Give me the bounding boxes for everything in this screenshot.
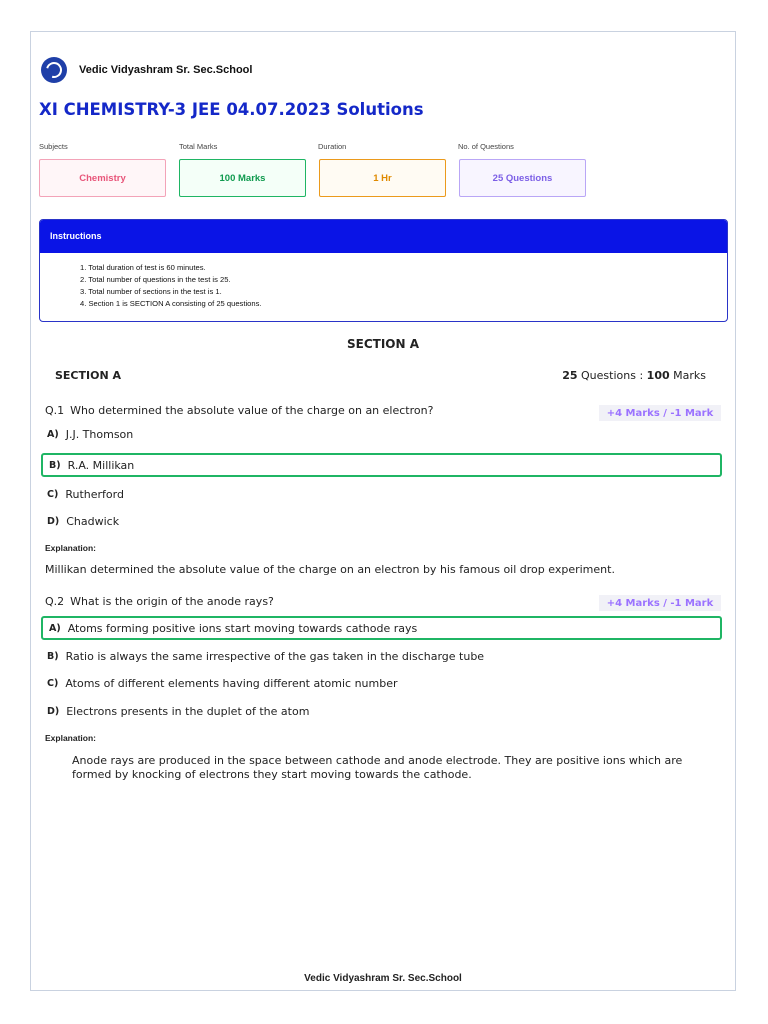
explanation-label: Explanation: (45, 543, 97, 553)
total-marks-box: 100 Marks (179, 159, 306, 197)
instructions-list (80, 262, 727, 310)
marks-badge: +4 Marks / -1 Mark (599, 405, 721, 421)
option-text: Ratio is always the same irrespective of the gas taken in the discharge tube (65, 650, 485, 663)
explanation-text: Millikan determined the absolute value of the charge on an electron by his famous oil drop experiment. (45, 563, 615, 576)
instruction-item: 3. Total number of sections in the test is 1. (80, 287, 222, 296)
option-d (47, 705, 309, 718)
instruction-item: 4. Section 1 is SECTION A consisting of 25 questions. (80, 299, 262, 308)
option-a (47, 428, 133, 441)
option-text: Atoms of different elements having different atomic number (65, 677, 398, 690)
explanation-line: formed by knocking of electrons they start moving towards the cathode. (72, 768, 472, 781)
duration-label: Duration (318, 142, 347, 151)
subjects-label: Subjects (39, 142, 68, 151)
question-2 (45, 595, 274, 608)
instructions-heading: Instructions (40, 220, 727, 253)
explanation-line: Anode rays are produced in the space between cathode and anode electrode. They are positive ions which are (72, 754, 683, 767)
duration-box: 1 Hr (319, 159, 446, 197)
section-questions-text: Questions : (577, 369, 647, 382)
explanation-text (72, 754, 682, 782)
section-marks-text: Marks (669, 369, 706, 382)
section-summary (562, 369, 706, 382)
document-page (30, 31, 736, 991)
page-title: XI CHEMISTRY-3 JEE 04.07.2023 Solutions (39, 100, 424, 119)
option-letter: C) (47, 678, 59, 689)
option-c (47, 677, 398, 690)
question-text: Who determined the absolute value of the charge on an electron? (70, 404, 434, 417)
section-question-count: 25 (562, 369, 578, 382)
section-marks-count: 100 (646, 369, 670, 382)
instruction-item: 2. Total number of questions in the test is 25. (80, 275, 231, 284)
option-text: Chadwick (66, 515, 120, 528)
option-text: Atoms forming positive ions start moving towards cathode rays (67, 621, 418, 635)
option-text: J.J. Thomson (65, 428, 134, 441)
question-text: What is the origin of the anode rays? (70, 595, 274, 608)
option-a-correct (41, 616, 722, 640)
option-letter: A) (47, 429, 59, 440)
option-letter: D) (47, 706, 60, 717)
option-letter: C) (47, 489, 59, 500)
option-letter: D) (47, 516, 60, 527)
section-heading: SECTION A (346, 337, 419, 351)
questions-count-label: No. of Questions (458, 142, 514, 151)
section-subheading: SECTION A (55, 369, 122, 382)
option-text: Rutherford (65, 488, 124, 501)
option-d (47, 515, 119, 528)
option-letter: B) (49, 459, 61, 471)
option-b-correct (41, 453, 722, 477)
school-name: Vedic Vidyashram Sr. Sec.School (79, 64, 253, 76)
total-marks-label: Total Marks (179, 142, 218, 151)
page-header (41, 57, 252, 83)
option-text: R.A. Millikan (67, 458, 135, 472)
option-letter: B) (47, 651, 59, 662)
question-1 (45, 404, 433, 417)
school-logo-icon (41, 57, 67, 83)
option-text: Electrons presents in the duplet of the atom (66, 705, 310, 718)
question-number: Q.2 (45, 595, 65, 608)
explanation-label: Explanation: (45, 733, 97, 743)
option-b (47, 650, 484, 663)
subjects-box: Chemistry (39, 159, 166, 197)
page-footer: Vedic Vidyashram Sr. Sec.School (304, 973, 462, 984)
marks-badge: +4 Marks / -1 Mark (599, 595, 721, 611)
question-number: Q.1 (45, 404, 65, 417)
option-letter: A) (49, 622, 61, 634)
instruction-item: 1. Total duration of test is 60 minutes. (80, 263, 206, 272)
instructions-panel (39, 219, 728, 322)
questions-count-box: 25 Questions (459, 159, 586, 197)
option-c (47, 488, 124, 501)
